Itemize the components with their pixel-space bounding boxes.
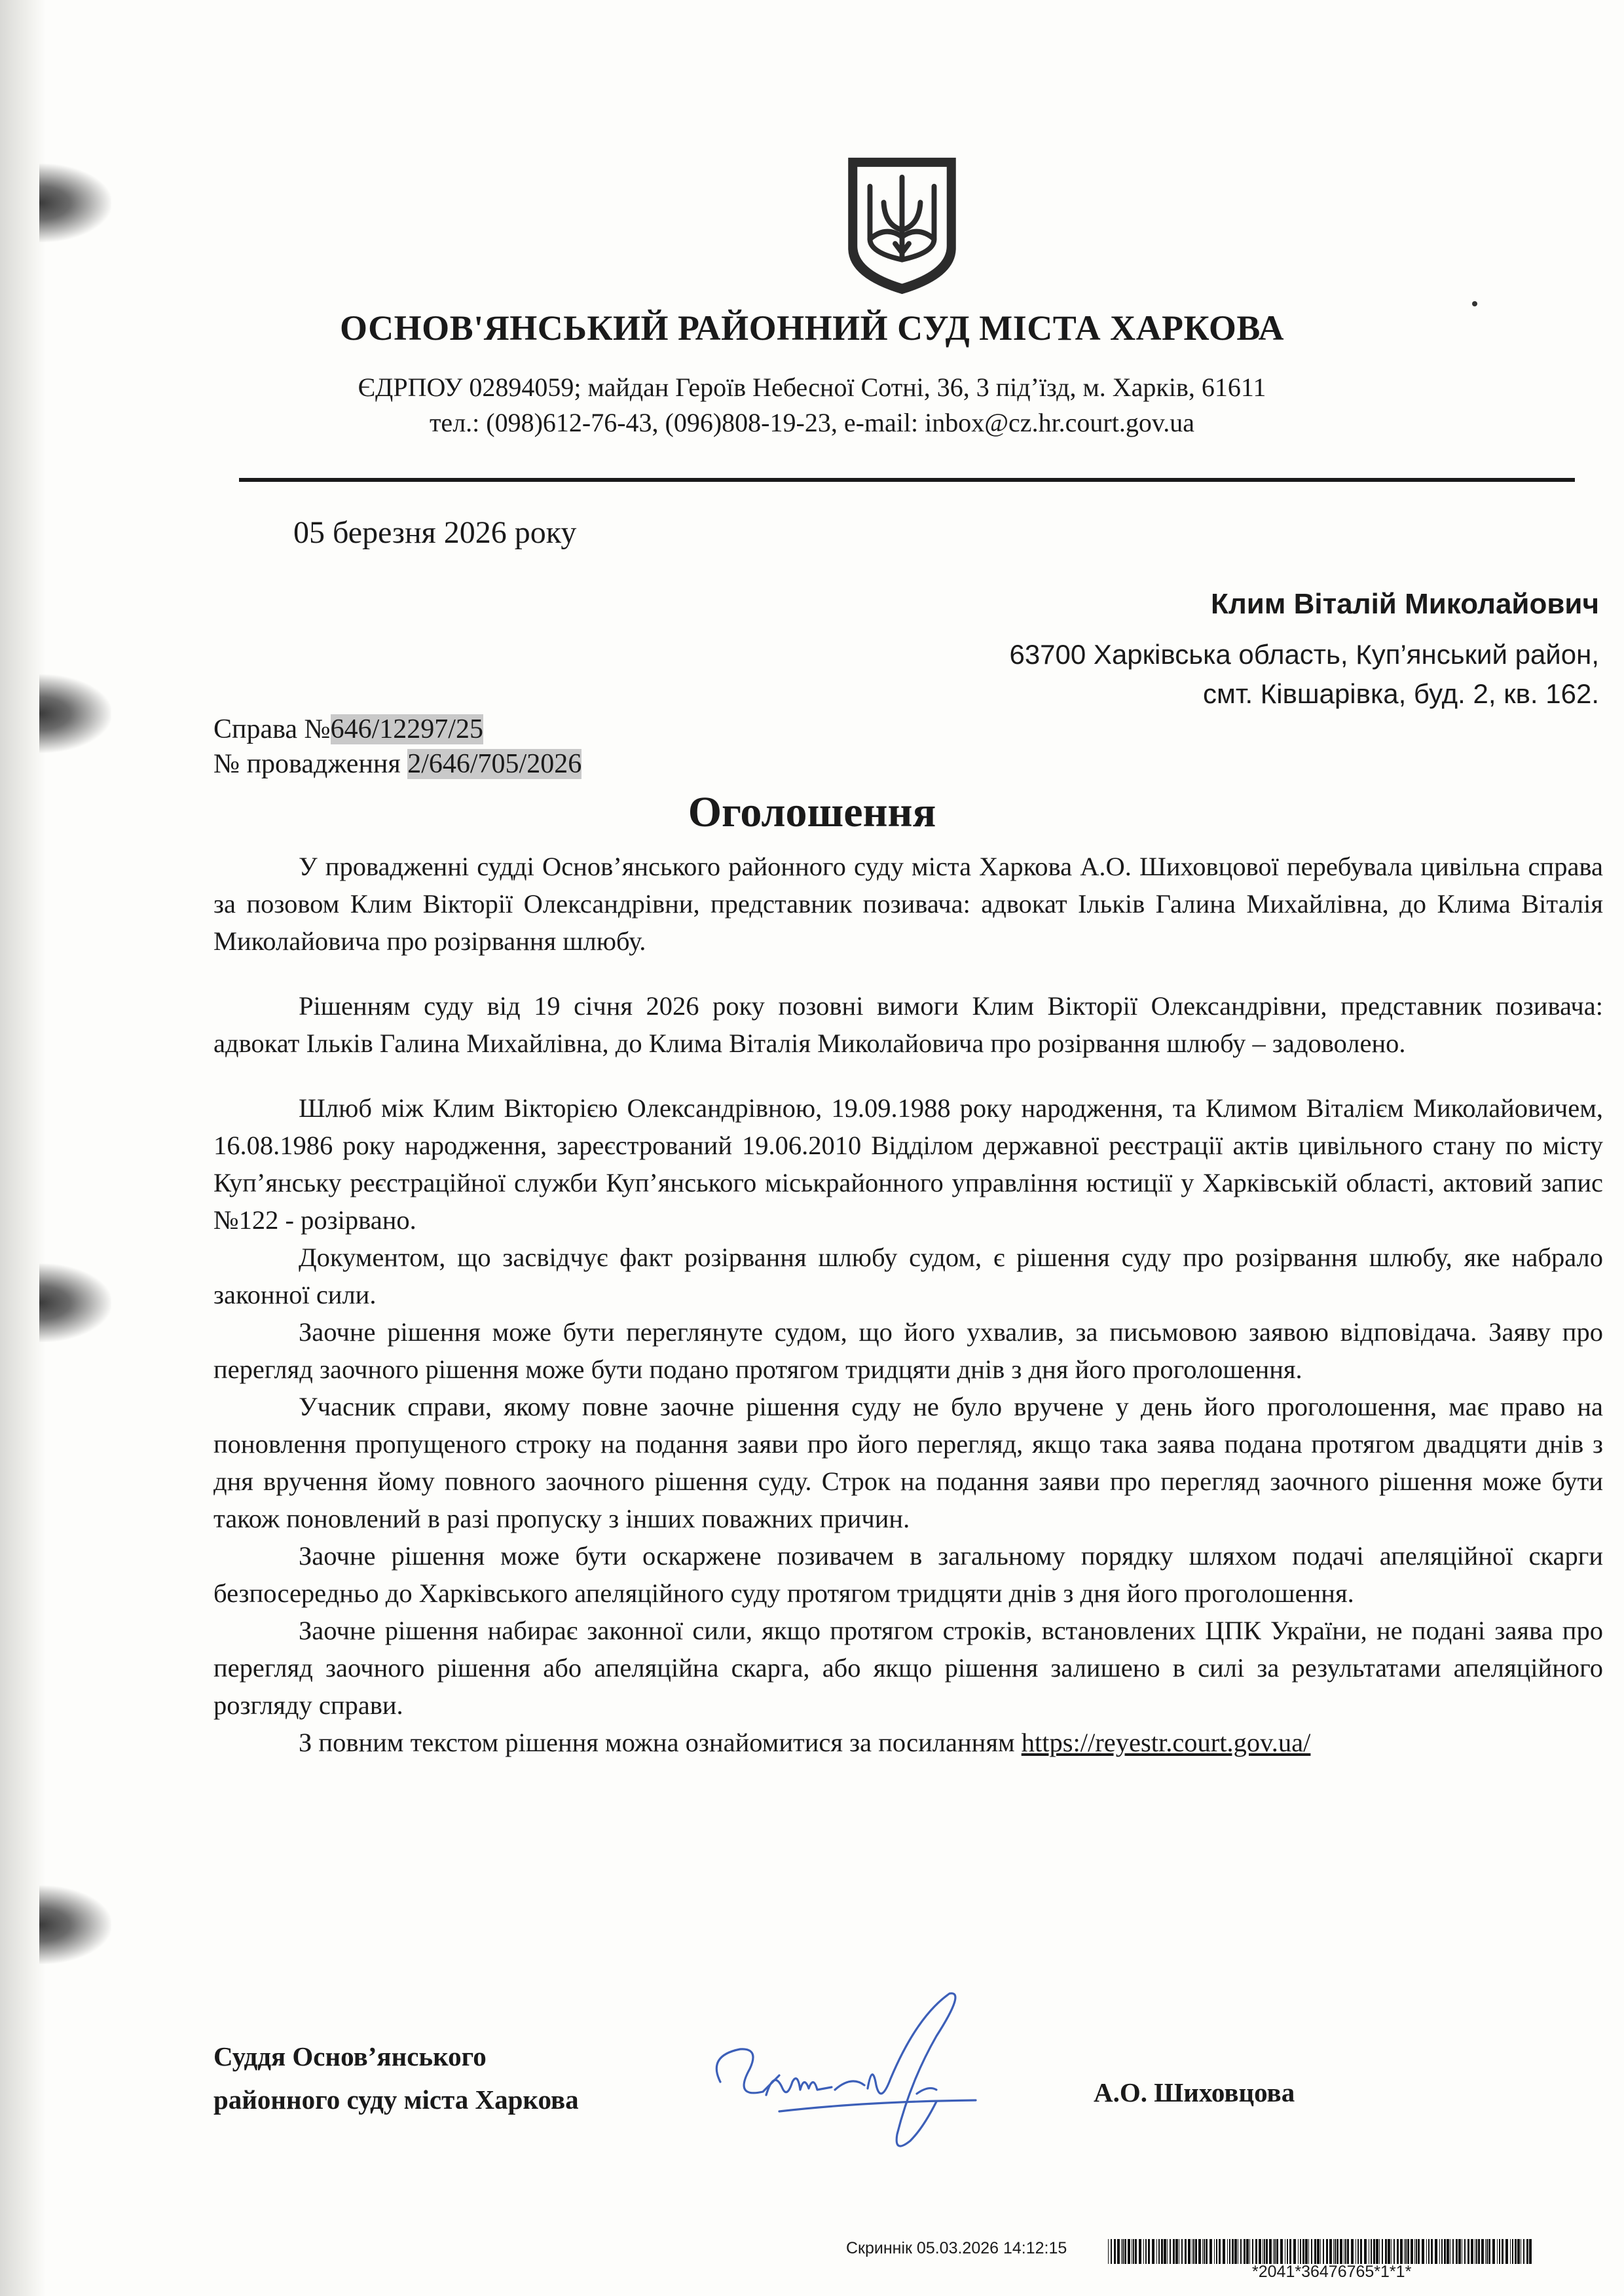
barcode-bar bbox=[1145, 2239, 1147, 2264]
punch-hole-shadow bbox=[39, 674, 111, 753]
punch-hole-shadow bbox=[39, 1264, 111, 1342]
barcode-bar bbox=[1317, 2239, 1320, 2264]
barcode-bar bbox=[1300, 2239, 1301, 2264]
barcode-bar bbox=[1167, 2239, 1168, 2264]
barcode-bar bbox=[1249, 2239, 1250, 2264]
barcode-bar bbox=[1492, 2239, 1495, 2264]
barcode-bar bbox=[1329, 2239, 1332, 2264]
barcode-number: *2041*36476765*1*1* bbox=[1252, 2263, 1412, 2281]
barcode-bar bbox=[1266, 2239, 1268, 2264]
barcode-bar bbox=[1204, 2239, 1205, 2264]
scan-speck bbox=[1472, 301, 1477, 306]
barcode-bar bbox=[1404, 2239, 1405, 2264]
barcode-bar bbox=[1439, 2239, 1440, 2264]
barcode-bar bbox=[1360, 2239, 1362, 2264]
barcode-bar bbox=[1158, 2239, 1160, 2264]
recipient-address-line2: смт. Ківшарівка, буд. 2, кв. 162. bbox=[1202, 678, 1599, 709]
barcode-bar bbox=[1269, 2239, 1272, 2264]
barcode-bar bbox=[1320, 2239, 1321, 2264]
barcode-bar bbox=[1435, 2239, 1437, 2264]
barcode-bar bbox=[1289, 2239, 1291, 2264]
link-intro: З повним текстом рішення можна ознайомитися за посиланням bbox=[299, 1728, 1022, 1757]
barcode-bar bbox=[1337, 2239, 1338, 2264]
header-divider bbox=[239, 478, 1575, 482]
barcode-bar bbox=[1515, 2239, 1517, 2264]
barcode-bar bbox=[1388, 2239, 1390, 2264]
barcode-bar bbox=[1232, 2239, 1234, 2264]
barcode-bar bbox=[1111, 2239, 1112, 2264]
barcode-bar bbox=[1510, 2239, 1511, 2264]
barcode-bar bbox=[1121, 2239, 1122, 2264]
barcode-bar bbox=[1371, 2239, 1372, 2264]
proceeding-label: № провадження bbox=[213, 749, 408, 779]
barcode-bar bbox=[1108, 2239, 1109, 2264]
barcode-bar bbox=[1512, 2239, 1513, 2264]
handwritten-signature bbox=[701, 1977, 1028, 2174]
barcode-bar bbox=[1529, 2239, 1532, 2264]
barcode-bar bbox=[1259, 2239, 1261, 2264]
barcode-bar bbox=[1274, 2239, 1276, 2264]
judge-position bbox=[213, 2035, 579, 2121]
barcode-bar bbox=[1202, 2239, 1203, 2264]
barcode-bar bbox=[1405, 2239, 1407, 2264]
paragraph: Заочне рішення набирає законної сили, якщо протягом строків, встановлених ЦПК України, не подані заява про перегляд заочного рішення або апеляційна скарга, або якщо рішення залишено в силі за результатами апеляційного розгляду справи. bbox=[213, 1616, 1603, 1720]
barcode-bar bbox=[1124, 2239, 1126, 2264]
barcode-bar bbox=[1128, 2239, 1130, 2264]
barcode-bar bbox=[1255, 2239, 1257, 2264]
barcode-bar bbox=[1499, 2239, 1500, 2264]
barcode-bar bbox=[1418, 2239, 1420, 2264]
barcode-bar bbox=[1464, 2239, 1466, 2264]
barcode-bar bbox=[1209, 2239, 1212, 2264]
barcode-bar bbox=[1376, 2239, 1378, 2264]
barcode-bar bbox=[1444, 2239, 1446, 2264]
court-name: ОСНОВ'ЯНСЬКИЙ РАЙОННИЙ СУД МІСТА ХАРКОВА bbox=[340, 308, 1284, 348]
recipient-name: Клим Віталій Миколайович bbox=[1210, 588, 1599, 620]
court-address: ЄДРПОУ 02894059; майдан Героїв Небесної Сотні, 36, 3 під’їзд, м. Харків, 61611 bbox=[358, 373, 1266, 402]
barcode-bar bbox=[1223, 2239, 1225, 2264]
barcode-bar bbox=[1407, 2239, 1409, 2264]
barcode-bar bbox=[1216, 2239, 1217, 2264]
barcode-bar bbox=[1456, 2239, 1458, 2264]
barcode-bar bbox=[1441, 2239, 1443, 2264]
barcode-bar bbox=[1252, 2239, 1253, 2264]
barcode-bar bbox=[1323, 2239, 1324, 2264]
barcode-bar bbox=[1347, 2239, 1349, 2264]
paragraph: Шлюб між Клим Вікторією Олександрівною, 19.09.1988 року народження, та Климом Віталієм Миколайовичем, 16.08.1986 року народження, зареєстрований 19.06.2010 Відділом державної реєстрації актів цивільного стану по місту Куп’янську реєстраційної служби Куп’янського міськрайонного управління юстиції у Харківській області, актовий запис №122 - розірвано. bbox=[213, 1093, 1603, 1235]
barcode-bar bbox=[1488, 2239, 1490, 2264]
barcode-bar bbox=[1133, 2239, 1134, 2264]
barcode-bar bbox=[1502, 2239, 1504, 2264]
paragraph: Учасник справи, якому повне заочне рішення суду не було вручене у день його проголошення, має право на поновлення пропущеного строку на подання заяви про його перегляд, якщо така заява подана протягом двадцяти днів з дня вручення йому повного заочного рішення суду. Строк на подання заяви про перегляд заочного рішення може бути також поновлений в разі пропуску з інших поважних причин. bbox=[213, 1392, 1603, 1533]
announcement-body bbox=[213, 848, 1603, 1761]
barcode-bar bbox=[1426, 2239, 1427, 2264]
barcode-bar bbox=[1447, 2239, 1449, 2264]
barcode-bar bbox=[1161, 2239, 1163, 2264]
barcode-bar bbox=[1114, 2239, 1116, 2264]
barcode-bar bbox=[1411, 2239, 1413, 2264]
proceeding-number: 2/646/705/2026 bbox=[407, 749, 582, 779]
barcode-bar bbox=[1379, 2239, 1380, 2264]
barcode-bar bbox=[1458, 2239, 1461, 2264]
proceeding-number-line bbox=[213, 748, 581, 780]
barcode-bar bbox=[1357, 2239, 1359, 2264]
barcode-bar bbox=[1467, 2239, 1469, 2264]
barcode-bar bbox=[1188, 2239, 1190, 2264]
barcode-bar bbox=[1244, 2239, 1246, 2264]
barcode-bar bbox=[1486, 2239, 1488, 2264]
barcode-bar bbox=[1122, 2239, 1124, 2264]
barcode-bar bbox=[1476, 2239, 1477, 2264]
barcode-bar bbox=[1175, 2239, 1178, 2264]
paragraph: Рішенням суду від 19 січня 2026 року позовні вимоги Клим Вікторії Олександрівни, представник позивача: адвокат Ільків Галина Михайлівна, до Клима Віталія Миколайовича про розірвання шлюбу – задоволено. bbox=[213, 991, 1603, 1058]
barcode-bar bbox=[1505, 2239, 1508, 2264]
barcode-bar bbox=[1293, 2239, 1296, 2264]
registry-link[interactable]: https://reyestr.court.gov.ua/ bbox=[1021, 1728, 1311, 1757]
coat-of-arms-icon bbox=[845, 154, 959, 298]
court-contacts: тел.: (098)612-76-43, (096)808-19-23, e-mail: inbox@cz.hr.court.gov.ua bbox=[429, 408, 1195, 437]
barcode-bar bbox=[1298, 2239, 1299, 2264]
barcode-bar bbox=[1523, 2239, 1524, 2264]
barcode-bar bbox=[1335, 2239, 1336, 2264]
barcode-bar bbox=[1428, 2239, 1430, 2264]
barcode-bar bbox=[1152, 2239, 1154, 2264]
barcode-bar bbox=[1391, 2239, 1392, 2264]
barcode-bar bbox=[1240, 2239, 1242, 2264]
barcode-bar bbox=[1485, 2239, 1486, 2264]
barcode-bar bbox=[1227, 2239, 1228, 2264]
barcode-bar bbox=[1117, 2239, 1120, 2264]
barcode-bar bbox=[1206, 2239, 1208, 2264]
barcode-bar bbox=[1314, 2239, 1316, 2264]
barcode-bar bbox=[1311, 2239, 1312, 2264]
barcode-bar bbox=[1170, 2239, 1171, 2264]
barcode-bar bbox=[1280, 2239, 1283, 2264]
paragraph: Заочне рішення може бути переглянуте судом, що його ухвалив, за письмовою заявою відповідача. Заяву про перегляд заочного рішення може бути подано протягом тридцяти днів з дня його проголошення. bbox=[213, 1317, 1603, 1384]
barcode-bar bbox=[1326, 2239, 1328, 2264]
paragraph: Документом, що засвідчує факт розірвання шлюбу судом, є рішення суду про розірвання шлюбу, яке набрало законної сили. bbox=[213, 1243, 1603, 1309]
scanner-stamp: Скриннік 05.03.2026 14:12:15 bbox=[846, 2239, 1067, 2257]
barcode-bar bbox=[1397, 2239, 1399, 2264]
barcode-bar bbox=[1164, 2239, 1166, 2264]
barcode-bar bbox=[1198, 2239, 1201, 2264]
barcode-bar bbox=[1135, 2239, 1137, 2264]
barcode-bar bbox=[1364, 2239, 1367, 2264]
barcode-bar bbox=[1351, 2239, 1354, 2264]
link-paragraph bbox=[213, 1724, 1603, 1761]
case-number: 646/12297/25 bbox=[330, 714, 483, 744]
case-number-line bbox=[213, 714, 483, 745]
barcode-bar bbox=[1382, 2239, 1383, 2264]
barcode-bar bbox=[1229, 2239, 1230, 2264]
recipient-address-line1: 63700 Харківська область, Куп’янський район, bbox=[1009, 639, 1599, 670]
barcode-bar bbox=[1305, 2239, 1308, 2264]
barcode-bar bbox=[1526, 2239, 1528, 2264]
barcode-bar bbox=[1373, 2239, 1375, 2264]
judge-position-line2: районного суду міста Харкова bbox=[213, 2085, 579, 2115]
case-label: Справа № bbox=[213, 714, 331, 744]
barcode-bar bbox=[1481, 2239, 1484, 2264]
barcode-bar bbox=[1452, 2239, 1454, 2264]
barcode-bar bbox=[1219, 2239, 1221, 2264]
barcode-bar bbox=[1308, 2239, 1309, 2264]
barcode-bar bbox=[1246, 2239, 1249, 2264]
barcode-bar bbox=[1345, 2239, 1346, 2264]
barcode-bar bbox=[1276, 2239, 1278, 2264]
barcode-bar bbox=[1517, 2239, 1520, 2264]
barcode-bar bbox=[1139, 2239, 1141, 2264]
barcode-icon bbox=[1108, 2239, 1534, 2264]
barcode-bar bbox=[1143, 2239, 1144, 2264]
barcode-bar bbox=[1400, 2239, 1403, 2264]
barcode-bar bbox=[1185, 2239, 1187, 2264]
barcode-bar bbox=[1422, 2239, 1424, 2264]
barcode-bar bbox=[1234, 2239, 1237, 2264]
barcode-bar bbox=[1287, 2239, 1288, 2264]
barcode-bar bbox=[1497, 2239, 1498, 2264]
paragraph: Заочне рішення може бути оскаржене позивачем в загальному порядку шляхом подачі апеляційної скарги безпосередньо до Харківського апеляційного суду протягом тридцяти днів з дня його проголошення. bbox=[213, 1541, 1603, 1608]
barcode-bar bbox=[1181, 2239, 1183, 2264]
barcode-bar bbox=[1340, 2239, 1342, 2264]
barcode-bar bbox=[1431, 2239, 1433, 2264]
barcode-bar bbox=[1393, 2239, 1395, 2264]
barcode-bar bbox=[1195, 2239, 1197, 2264]
judge-position-line1: Суддя Основ’янського bbox=[213, 2041, 487, 2071]
barcode-bar bbox=[1471, 2239, 1473, 2264]
barcode-bar bbox=[1156, 2239, 1157, 2264]
barcode-bar bbox=[1193, 2239, 1194, 2264]
barcode-bar bbox=[1302, 2239, 1304, 2264]
judge-name: А.О. Шиховцова bbox=[1094, 2077, 1295, 2107]
barcode-bar bbox=[1333, 2239, 1334, 2264]
barcode-bar bbox=[1273, 2239, 1274, 2264]
barcode-bar bbox=[1478, 2239, 1480, 2264]
barcode-bar bbox=[1385, 2239, 1387, 2264]
barcode-bar bbox=[1148, 2239, 1150, 2264]
barcode-bar bbox=[1173, 2239, 1175, 2264]
barcode-bar bbox=[1414, 2239, 1415, 2264]
document-date: 05 березня 2026 року bbox=[293, 515, 577, 550]
barcode-bar bbox=[1416, 2239, 1417, 2264]
punch-hole-shadow bbox=[39, 1886, 111, 1964]
paragraph: У провадженні судді Основ’янського районного суду міста Харкова А.О. Шиховцової перебувала цивільна справа за позовом Клим Вікторії Олександрівни, представник позивача: адвокат Ільків Галина Михайлівна, до Клима Віталія Миколайовича про розірвання шлюбу. bbox=[213, 852, 1603, 956]
announcement-title: Оголошення bbox=[688, 788, 936, 836]
punch-hole-shadow bbox=[39, 164, 111, 242]
barcode-bar bbox=[1214, 2239, 1215, 2264]
barcode-bar bbox=[1264, 2239, 1265, 2264]
